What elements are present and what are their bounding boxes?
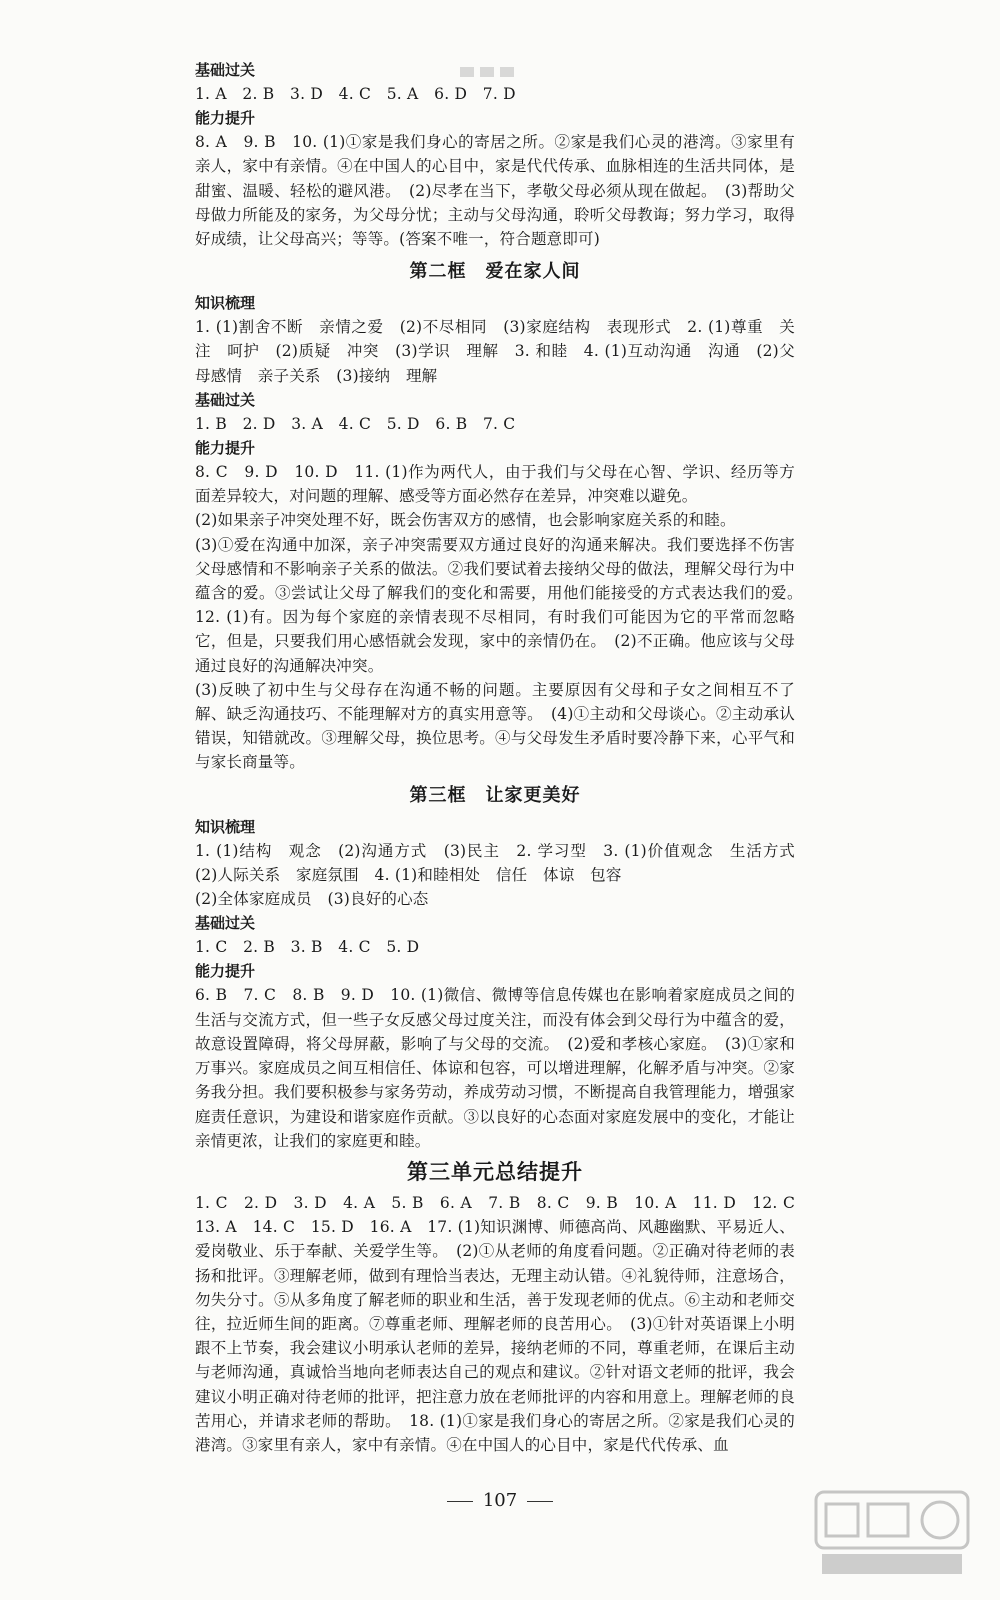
section-title: 第三框 让家更美好 (409, 784, 581, 806)
subheading-jichu: 基础过关 (195, 914, 256, 933)
answers-jichu: 1. C 2. B 3. B 4. C 5. D (195, 938, 420, 957)
subheading-nengli: 能力提升 (195, 962, 256, 981)
subheading-jichu: 基础过关 (195, 61, 256, 79)
answers-nengli: 8. A 9. B 10. (1)①家是我们身心的寄居之所。②家是我们心灵的港湾。③家里有亲人，家中有亲情。④在中国人的心目中，家是代代传承、血脉相连的生活共同体，是甜蜜、温暖、轻松的避风港。 (2)尽孝在当下，孝敬父母必须从现在做起。 (3)帮助父母做力所能及的家务，为父母分忧；主动与父母沟通，聆听父母教诲；努力学习，取得好成绩，让父母高兴；等等。(答案不唯一，符合题意即可) (195, 133, 795, 249)
subheading-nengli: 能力提升 (195, 109, 256, 128)
subheading-nengli: 能力提升 (195, 439, 256, 458)
page-number-value: 107 (482, 1490, 518, 1511)
divider (527, 1501, 553, 1502)
section-title: 第二框 爱在家人间 (409, 261, 581, 283)
answers-nengli: (3)反映了初中生与父母存在沟通不畅的问题。主要原因有父母和子女之间相互不了解、缺乏沟通技巧、不能理解对方的真实用意等。 (4)①主动和父母谈心。②主动承认错误，知错就改。③理解父母，换位思考。④与父母发生矛盾时要冷静下来，心平气和与家长商量等。 (195, 680, 795, 772)
answers-zhishi: 1. (1)割舍不断 亲情之爱 (2)不尽相同 (3)家庭结构 表现形式 2. (1)尊重 关注 呵护 (2)质疑 冲突 (3)学识 理解 3. 和睦 4. (1)互动沟通 沟通 (2)父母感情 亲子关系 (3)接纳 理解 (195, 318, 795, 385)
answer-page (195, 58, 811, 1457)
answers-unit-summary: 1. C 2. D 3. D 4. A 5. B 6. A 7. B 8. C 9. B 10. A 11. D 12. C 13. A 14. C 15. D 16. A 17. (1)知识渊博、师德高尚、风趣幽默、平易近人、爱岗敬业、乐于奉献、关爱学生等。 (2)①从老师的角度看问题。②正确对待老师的表扬和批评。③理解老师，做到有理恰当表达，无理主动认错。④礼貌待师，注意场合，勿失分寸。⑤从多角度了解老师的职业和生活，善于发现老师的优点。⑥主动和老师交往，拉近师生间的距离。⑦尊重老师、理解老师的良苦用心。 (3)①针对英语课上小明跟不上节奏，我会建议小明承认老师的差异，接纳老师的不同，尊重老师，在课后主动与老师沟通，真诚恰当地向老师表达自己的观点和建议。②针对语文老师的批评，我会建议小明正确对待老师的批评，把注意力放在老师批评的内容和用意上。理解老师的良苦用心，并请求老师的帮助。 18. (1)①家是我们身心的寄居之所。②家是我们心灵的港湾。③家里有亲人，家中有亲情。④在中国人的心目中，家是代代传承、血 (195, 1193, 811, 1454)
subheading-zhishi: 知识梳理 (195, 817, 256, 836)
answers-jichu: 1. B 2. D 3. A 4. C 5. D 6. B 7. C (195, 414, 516, 433)
divider (447, 1501, 473, 1502)
answers-zhishi: (2)全体家庭成员 (3)良好的心态 (195, 890, 429, 909)
answers-nengli: (2)如果亲子冲突处理不好，既会伤害双方的感情，也会影响家庭关系的和睦。 (195, 511, 736, 530)
answers-nengli: 8. C 9. D 10. D 11. (1)作为两代人，由于我们与父母在心智、学识、经历等方面差异较大，对问题的理解、感受等方面必然存在差异，冲突难以避免。 (195, 463, 795, 506)
answers-zhishi: 1. (1)结构 观念 (2)沟通方式 (3)民主 2. 学习型 3. (1)价值观念 生活方式 (2)人际关系 家庭氛围 4. (1)和睦相处 信任 体谅 包容 (195, 841, 811, 884)
answers-nengli: 6. B 7. C 8. B 9. D 10. (1)微信、微博等信息传媒也在影响着家庭成员之间的生活与交流方式，但一些子女反感父母过度关注，而没有体会到父母行为中蕴含的爱，故意设置障碍，将父母屏蔽，影响了与父母的交流。 (2)爱和孝核心家庭。 (3)①家和万事兴。家庭成员之间互相信任、体谅和包容，可以增进理解，化解矛盾与冲突。②家务我分担。我们要积极参与家务劳动，养成劳动习惯，不断提高自我管理能力，增强家庭责任意识，为建设和谐家庭作贡献。③以良好的心态面对家庭发展中的变化，才能让亲情更浓，让我们的家庭更和睦。 (195, 986, 795, 1150)
answers-jichu: 1. A 2. B 3. D 4. C 5. A 6. D 7. D (195, 85, 516, 103)
watermark-logo (812, 1488, 972, 1580)
subheading-jichu: 基础过关 (195, 390, 256, 409)
subheading-zhishi: 知识梳理 (195, 294, 256, 313)
unit-summary-title: 第三单元总结提升 (407, 1159, 583, 1184)
answers-nengli: (3)①爱在沟通中加深，亲子冲突需要双方通过良好的沟通来解决。我们要选择不伤害父母感情和不影响亲子关系的做法。②我们要试着去接纳父母的做法，理解父母行为中蕴含的爱。③尝试让父母了解我们的变化和需要，用他们能接受的方式表达我们的爱。 12. (1)有。因为每个家庭的亲情表现不尽相同，有时我们可能因为它的平常而忽略它，但是，只要我们用心感悟就会发现，家中的亲情仍在。 (2)不正确。他应该与父母通过良好的沟通解决冲突。 (195, 535, 811, 675)
